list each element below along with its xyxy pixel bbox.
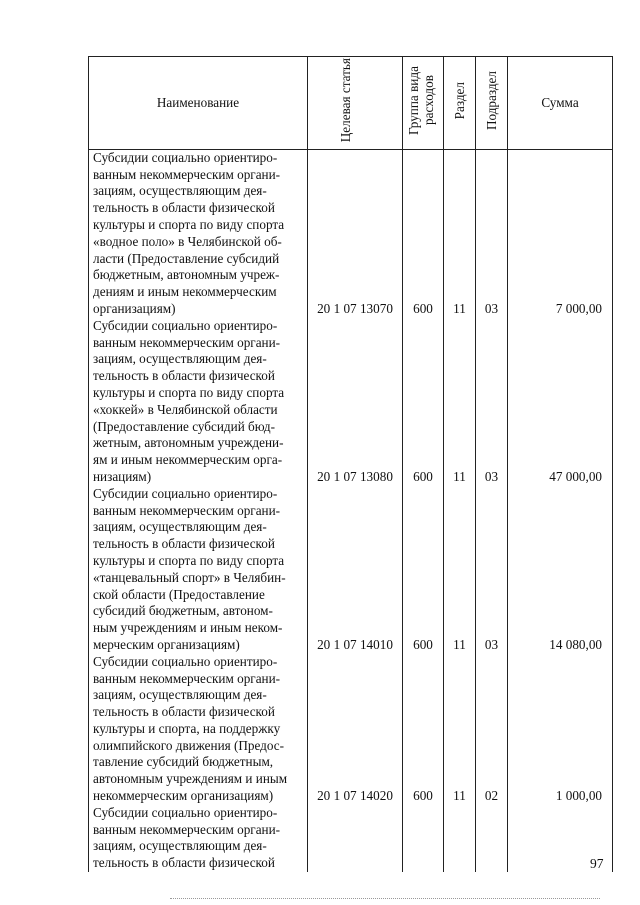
cell-subsection: 02: [476, 654, 508, 805]
name-line: культуры и спорта по виду спорта: [93, 552, 285, 568]
cell-section: 11: [444, 149, 476, 317]
name-line: жетным, автономным учреждени-: [93, 435, 284, 451]
name-line: культуры и спорта по виду спорта: [93, 384, 285, 400]
name-line: олимпийского движения (Предос-: [93, 737, 285, 753]
cell-target: 20 1 07 13070: [308, 149, 403, 317]
name-line: зациям, осуществляющим дея-: [93, 838, 267, 854]
cell-subsection: 03: [476, 318, 508, 486]
name-line: ям и иным некоммерческим орга-: [93, 452, 283, 468]
table-row: [89, 654, 613, 805]
cell-name: [89, 318, 308, 486]
name-line: Субсидии социально ориентиро-: [93, 149, 278, 165]
name-line: «танцевальный спорт» в Челябин-: [93, 569, 286, 585]
cell-target: 20 1 07 13080: [308, 318, 403, 486]
name-line: (Предоставление субсидий бюд-: [93, 418, 276, 434]
name-line: ванным некоммерческим органи-: [93, 670, 281, 686]
header-group: Группа вида расходов: [406, 66, 436, 135]
header-section: Раздел: [452, 81, 467, 120]
table-body: [89, 149, 613, 872]
header-subsection: Подраздел: [484, 70, 499, 130]
name-line: тельность в области физической: [93, 704, 275, 720]
name-line: организациям): [93, 300, 176, 316]
cell-name: [89, 805, 308, 872]
cell-subsection: 03: [476, 486, 508, 654]
table-row: [89, 149, 613, 317]
name-line: ванным некоммерческим органи-: [93, 502, 281, 518]
name-line: тельность в области физической: [93, 536, 275, 552]
name-line: Субсидии социально ориентиро-: [93, 653, 278, 669]
table-header: [89, 57, 613, 150]
name-line: бюджетным, автономным учреж-: [93, 267, 280, 283]
header-sum: Сумма: [508, 57, 613, 150]
cell-section: [444, 805, 476, 872]
cell-sum: 7 000,00: [508, 149, 613, 317]
name-line: Субсидии социально ориентиро-: [93, 804, 278, 820]
cell-sum: 14 080,00: [508, 486, 613, 654]
name-line: тавление субсидий бюджетным,: [93, 754, 274, 770]
cell-group: [403, 805, 444, 872]
name-line: ванным некоммерческим органи-: [93, 821, 281, 837]
name-line: автономным учреждениям и иным: [93, 771, 288, 787]
budget-table: [88, 56, 613, 872]
header-subsection-cell: [476, 57, 508, 150]
name-line: зациям, осуществляющим дея-: [93, 183, 267, 199]
name-line: тельность в области физической: [93, 368, 275, 384]
cell-target: 20 1 07 14020: [308, 654, 403, 805]
table-row: [89, 486, 613, 654]
name-line: тельность в области физической: [93, 200, 275, 216]
cell-subsection: [476, 805, 508, 872]
table-row: [89, 318, 613, 486]
name-line: ванным некоммерческим органи-: [93, 334, 281, 350]
name-line: низациям): [93, 468, 152, 484]
cell-group: 600: [403, 149, 444, 317]
name-line: мерческим организациям): [93, 636, 240, 652]
header-section-cell: [444, 57, 476, 150]
cell-target: 20 1 07 14010: [308, 486, 403, 654]
page-number: 97: [590, 856, 604, 871]
cell-target: [308, 805, 403, 872]
cell-subsection: 03: [476, 149, 508, 317]
header-name: Наименование: [89, 57, 308, 150]
name-line: зациям, осуществляющим дея-: [93, 351, 267, 367]
header-target-cell: [308, 57, 403, 150]
name-line: зациям, осуществляющим дея-: [93, 687, 267, 703]
cell-group: 600: [403, 318, 444, 486]
name-line: культуры и спорта, на поддержку: [93, 720, 281, 736]
name-line: дениям и иным некоммерческим: [93, 284, 277, 300]
cell-group: 600: [403, 486, 444, 654]
bottom-divider: [170, 898, 600, 899]
name-line: «водное поло» в Челябинской об-: [93, 233, 282, 249]
name-line: ванным некоммерческим органи-: [93, 166, 281, 182]
name-line: ласти (Предоставление субсидий: [93, 250, 280, 266]
name-line: зациям, осуществляющим дея-: [93, 519, 267, 535]
header-target: Целевая статья: [338, 58, 353, 143]
cell-name: [89, 654, 308, 805]
cell-sum: 1 000,00: [508, 654, 613, 805]
name-line: «хоккей» в Челябинской области: [93, 401, 278, 417]
cell-name: [89, 149, 308, 317]
cell-name: [89, 486, 308, 654]
name-line: некоммерческим организациям): [93, 788, 274, 804]
cell-section: 11: [444, 318, 476, 486]
header-group-cell: [403, 57, 444, 150]
cell-group: 600: [403, 654, 444, 805]
cell-sum: 47 000,00: [508, 318, 613, 486]
name-line: ской области (Предоставление: [93, 586, 265, 602]
name-line: Субсидии социально ориентиро-: [93, 485, 278, 501]
name-line: Субсидии социально ориентиро-: [93, 317, 278, 333]
name-line: ным учреждениям и иным неком-: [93, 620, 283, 636]
cell-section: 11: [444, 486, 476, 654]
name-line: субсидий бюджетным, автоном-: [93, 603, 273, 619]
name-line: тельность в области физической: [93, 855, 275, 871]
table-row: [89, 805, 613, 872]
cell-section: 11: [444, 654, 476, 805]
name-line: культуры и спорта по виду спорта: [93, 216, 285, 232]
